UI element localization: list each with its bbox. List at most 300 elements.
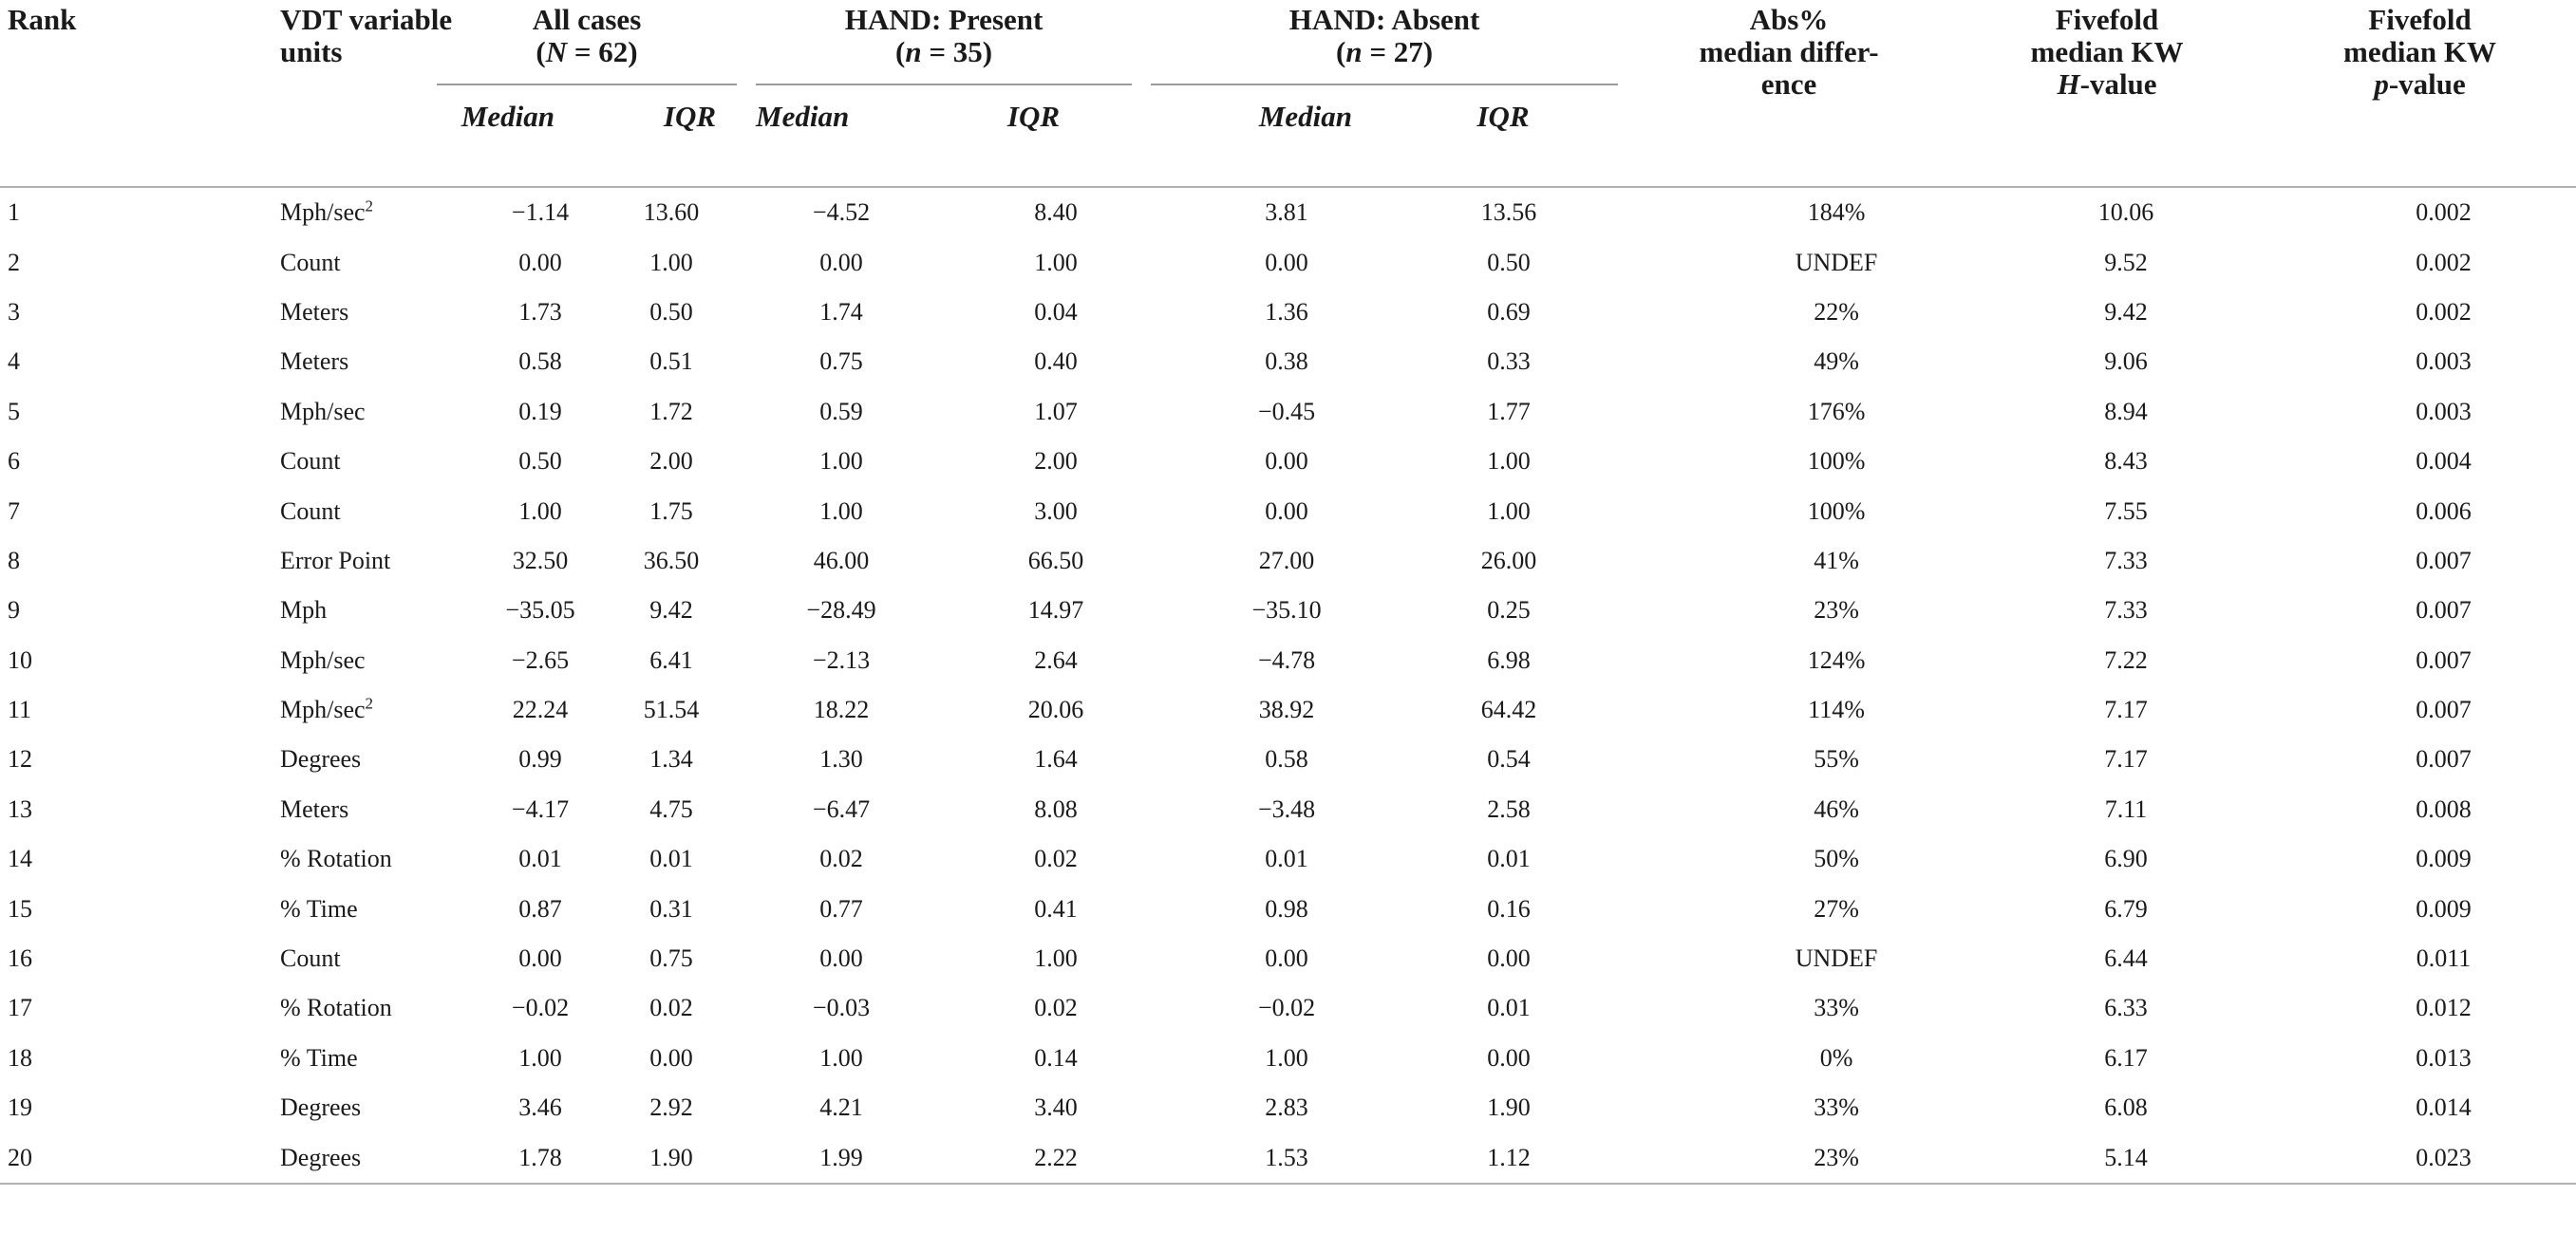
- header-abs-diff-line3: ence: [1760, 67, 1817, 101]
- cell-present-median-text: 0.77: [819, 894, 863, 923]
- cell-p-value: [2264, 187, 2576, 237]
- cell-h-value: [1950, 387, 2264, 437]
- cell-unit: [133, 785, 427, 834]
- cell-present-iqr: [936, 1132, 1141, 1182]
- cell-all-median: [427, 1034, 587, 1083]
- cell-absent-median: [1141, 983, 1379, 1033]
- header-p-value: [2264, 0, 2576, 101]
- cell-present-median: [746, 735, 936, 784]
- cell-absent-median: [1141, 685, 1379, 735]
- cell-unit-text: Mph/sec: [280, 696, 366, 724]
- header-absent-count: (n = 27): [1335, 35, 1434, 68]
- header-variable-line1: VDT variable: [280, 3, 453, 36]
- cell-unit: [133, 636, 427, 685]
- header-present-count: (n = 35): [894, 35, 993, 68]
- header-all-cases-count: (N = 62): [536, 35, 638, 68]
- cell-abs-diff-text: 46%: [1814, 794, 1859, 823]
- cell-absent-median-text: 0.98: [1265, 894, 1308, 923]
- cell-rank: [0, 1132, 133, 1182]
- cell-all-iqr-text: 0.51: [649, 347, 693, 376]
- cell-unit: [133, 685, 427, 735]
- cell-rank: [0, 288, 133, 337]
- cell-p-value: [2264, 1132, 2576, 1182]
- cell-rank-text: 11: [8, 696, 32, 724]
- cell-abs-diff-text: 55%: [1814, 745, 1859, 774]
- cell-p-value-text: 0.002: [2416, 297, 2472, 326]
- cell-unit: [133, 288, 427, 337]
- cell-rank-text: 19: [8, 1093, 32, 1122]
- cell-h-value: [1950, 1034, 2264, 1083]
- cell-rank: [0, 1083, 133, 1132]
- cell-absent-median: [1141, 1132, 1379, 1182]
- cell-h-value: [1950, 934, 2264, 983]
- cell-present-median-text: 1.00: [819, 447, 863, 476]
- cell-abs-diff: [1627, 437, 1950, 486]
- cell-absent-iqr: [1379, 884, 1627, 933]
- cell-all-median: [427, 884, 587, 933]
- cell-abs-diff: [1627, 983, 1950, 1033]
- cell-absent-median: [1141, 486, 1379, 535]
- cell-all-median-text: −35.05: [505, 596, 575, 625]
- cell-abs-diff-text: 49%: [1814, 347, 1859, 376]
- cell-all-median-text: 32.50: [512, 546, 569, 574]
- present-rule: [756, 84, 1132, 85]
- cell-p-value: [2264, 735, 2576, 784]
- cell-h-value: [1950, 187, 2264, 237]
- cell-all-iqr: [587, 934, 746, 983]
- cell-absent-iqr-text: 0.00: [1487, 944, 1531, 973]
- cell-absent-iqr: [1379, 237, 1627, 287]
- cell-absent-iqr: [1379, 1034, 1627, 1083]
- cell-present-iqr: [936, 288, 1141, 337]
- cell-absent-iqr-text: 0.01: [1487, 845, 1531, 873]
- cell-abs-diff-text: 50%: [1814, 845, 1859, 873]
- cell-abs-diff-text: 176%: [1807, 397, 1866, 425]
- cell-unit: [133, 834, 427, 884]
- cell-all-iqr: [587, 1083, 746, 1132]
- cell-all-iqr: [587, 884, 746, 933]
- cell-present-median-text: 1.99: [819, 1143, 863, 1171]
- cell-present-iqr-text: 0.41: [1034, 894, 1078, 923]
- cell-h-value: [1950, 486, 2264, 535]
- cell-all-iqr-text: 6.41: [649, 645, 693, 674]
- cell-absent-iqr: [1379, 636, 1627, 685]
- table-row: [0, 486, 2576, 535]
- cell-unit-text: Count: [280, 496, 341, 525]
- cell-h-value: [1950, 1132, 2264, 1182]
- cell-h-value-text: 7.55: [2104, 496, 2148, 525]
- cell-present-iqr: [936, 1034, 1141, 1083]
- cell-abs-diff: [1627, 586, 1950, 635]
- header-h-value-line3: H-value: [2057, 67, 2157, 101]
- cell-rank: [0, 934, 133, 983]
- cell-abs-diff: [1627, 288, 1950, 337]
- cell-abs-diff-text: 23%: [1814, 596, 1859, 625]
- cell-all-median-text: 0.00: [518, 944, 562, 973]
- cell-rank-text: 10: [8, 645, 32, 674]
- cell-absent-iqr: [1379, 983, 1627, 1033]
- cell-present-iqr-text: 66.50: [1027, 546, 1084, 574]
- cell-present-iqr-text: 0.02: [1034, 994, 1078, 1022]
- cell-present-iqr-text: 8.08: [1034, 794, 1078, 823]
- cell-present-median: [746, 1083, 936, 1132]
- cell-present-iqr: [936, 735, 1141, 784]
- cell-p-value: [2264, 536, 2576, 586]
- cell-present-median: [746, 237, 936, 287]
- cell-p-value-text: 0.009: [2416, 845, 2472, 873]
- cell-absent-iqr-text: 1.00: [1487, 496, 1531, 525]
- cell-abs-diff-text: 184%: [1807, 198, 1866, 227]
- cell-present-median-text: 1.00: [819, 496, 863, 525]
- cell-absent-iqr-text: 0.69: [1487, 297, 1531, 326]
- cell-rank: [0, 536, 133, 586]
- cell-p-value-text: 0.012: [2416, 994, 2472, 1022]
- cell-abs-diff-text: 33%: [1814, 994, 1859, 1022]
- cell-absent-median-text: −0.45: [1257, 397, 1316, 425]
- cell-absent-median-text: 0.58: [1265, 745, 1308, 774]
- cell-rank: [0, 486, 133, 535]
- cell-all-iqr-text: 0.50: [649, 297, 693, 326]
- cell-p-value-text: 0.002: [2416, 198, 2472, 227]
- cell-all-iqr: [587, 486, 746, 535]
- cell-h-value-text: 7.22: [2104, 645, 2148, 674]
- cell-absent-median-text: 0.01: [1265, 845, 1308, 873]
- cell-present-iqr-text: 14.97: [1027, 596, 1084, 625]
- cell-p-value-text: 0.007: [2416, 696, 2472, 724]
- cell-rank: [0, 785, 133, 834]
- cell-absent-median: [1141, 187, 1379, 237]
- cell-rank-text: 6: [8, 447, 20, 476]
- cell-abs-diff: [1627, 536, 1950, 586]
- cell-present-median-text: 18.22: [813, 696, 870, 724]
- cell-present-iqr: [936, 785, 1141, 834]
- cell-all-median: [427, 237, 587, 287]
- cell-present-iqr-text: 20.06: [1027, 696, 1084, 724]
- cell-p-value-text: 0.007: [2416, 546, 2472, 574]
- cell-h-value: [1950, 1083, 2264, 1132]
- cell-all-median-text: 0.58: [518, 347, 562, 376]
- cell-all-median: [427, 1083, 587, 1132]
- cell-abs-diff-text: 100%: [1807, 496, 1866, 525]
- cell-all-iqr: [587, 586, 746, 635]
- cell-unit: [133, 1132, 427, 1182]
- cell-unit-text: Count: [280, 248, 341, 276]
- cell-all-median: [427, 288, 587, 337]
- cell-abs-diff-text: 27%: [1814, 894, 1859, 923]
- cell-all-median-text: 1.73: [518, 297, 562, 326]
- cell-present-median-text: 4.21: [819, 1093, 863, 1122]
- cell-p-value: [2264, 983, 2576, 1033]
- cell-absent-iqr-text: 0.50: [1487, 248, 1531, 276]
- cell-abs-diff-text: UNDEF: [1795, 944, 1878, 973]
- cell-present-iqr-text: 1.00: [1034, 248, 1078, 276]
- cell-abs-diff: [1627, 934, 1950, 983]
- cell-all-median: [427, 536, 587, 586]
- cell-p-value: [2264, 884, 2576, 933]
- cell-rank-text: 20: [8, 1143, 32, 1171]
- cell-p-value: [2264, 934, 2576, 983]
- cell-abs-diff: [1627, 735, 1950, 784]
- cell-unit-text: Mph: [280, 596, 328, 625]
- cell-p-value-text: 0.002: [2416, 248, 2472, 276]
- cell-rank-text: 15: [8, 894, 32, 923]
- cell-all-median-text: 22.24: [512, 696, 569, 724]
- cell-absent-median-text: 1.53: [1265, 1143, 1308, 1171]
- cell-unit-text: Degrees: [280, 745, 362, 774]
- cell-all-iqr: [587, 834, 746, 884]
- cell-absent-iqr-text: 0.25: [1487, 596, 1531, 625]
- table-row: [0, 636, 2576, 685]
- cell-h-value: [1950, 536, 2264, 586]
- cell-all-iqr-text: 0.01: [649, 845, 693, 873]
- cell-p-value: [2264, 337, 2576, 386]
- cell-present-iqr-text: 0.02: [1034, 845, 1078, 873]
- cell-absent-median-text: 1.00: [1265, 1043, 1308, 1072]
- cell-h-value: [1950, 983, 2264, 1033]
- cell-present-median-text: 46.00: [813, 546, 870, 574]
- cell-p-value-text: 0.013: [2416, 1043, 2472, 1072]
- cell-unit-text: % Rotation: [280, 845, 392, 873]
- cell-h-value-text: 6.17: [2104, 1043, 2148, 1072]
- cell-present-iqr-text: 0.04: [1034, 297, 1078, 326]
- cell-abs-diff-text: 41%: [1814, 546, 1859, 574]
- cell-present-median: [746, 884, 936, 933]
- cell-absent-median-text: 27.00: [1258, 546, 1315, 574]
- cell-absent-iqr-text: 1.00: [1487, 447, 1531, 476]
- header-rank-label: Rank: [8, 3, 77, 36]
- cell-p-value-text: 0.006: [2416, 496, 2472, 525]
- cell-all-median-text: 1.00: [518, 1043, 562, 1072]
- cell-p-value: [2264, 586, 2576, 635]
- cell-unit-text: Error Point: [280, 546, 391, 574]
- cell-p-value: [2264, 834, 2576, 884]
- cell-unit: [133, 187, 427, 237]
- cell-absent-median: [1141, 337, 1379, 386]
- cell-present-median-text: 0.00: [819, 944, 863, 973]
- cell-present-iqr-text: 2.22: [1034, 1143, 1078, 1171]
- cell-present-median: [746, 785, 936, 834]
- cell-present-iqr: [936, 834, 1141, 884]
- cell-all-median-text: 3.46: [518, 1093, 562, 1122]
- cell-all-iqr-text: 1.72: [649, 397, 693, 425]
- cell-present-median: [746, 437, 936, 486]
- cell-present-median: [746, 288, 936, 337]
- cell-p-value: [2264, 636, 2576, 685]
- cell-absent-median: [1141, 288, 1379, 337]
- cell-h-value-text: 9.06: [2104, 347, 2148, 376]
- cell-present-iqr-text: 3.40: [1034, 1093, 1078, 1122]
- unit-exponent: 2: [365, 196, 374, 215]
- cell-all-median-text: −0.02: [511, 994, 570, 1022]
- cell-present-iqr: [936, 337, 1141, 386]
- header-all-cases: [427, 0, 746, 101]
- cell-all-iqr-text: 4.75: [649, 794, 693, 823]
- cell-absent-median: [1141, 437, 1379, 486]
- cell-absent-median: [1141, 636, 1379, 685]
- cell-abs-diff-text: UNDEF: [1795, 248, 1878, 276]
- cell-p-value-text: 0.003: [2416, 397, 2472, 425]
- cell-all-iqr: [587, 735, 746, 784]
- cell-all-iqr: [587, 536, 746, 586]
- cell-all-median-text: 0.00: [518, 248, 562, 276]
- subheader-present-iqr: IQR: [1006, 100, 1061, 133]
- table-row: [0, 1083, 2576, 1132]
- cell-absent-iqr-text: 1.12: [1487, 1143, 1531, 1171]
- cell-all-iqr: [587, 237, 746, 287]
- header-abs-diff: [1627, 0, 1950, 101]
- cell-absent-iqr: [1379, 486, 1627, 535]
- cell-all-iqr-text: 1.34: [649, 745, 693, 774]
- cell-absent-median: [1141, 586, 1379, 635]
- cell-h-value-text: 7.33: [2104, 546, 2148, 574]
- cell-present-iqr: [936, 636, 1141, 685]
- cell-absent-median: [1141, 1083, 1379, 1132]
- cell-all-iqr-text: 0.31: [649, 894, 693, 923]
- table-body: [0, 187, 2576, 1183]
- cell-absent-iqr: [1379, 685, 1627, 735]
- cell-unit-text: % Time: [280, 894, 358, 923]
- cell-abs-diff: [1627, 636, 1950, 685]
- header-abs-diff-line1: Abs%: [1749, 3, 1829, 36]
- table-row: [0, 834, 2576, 884]
- table-row: [0, 884, 2576, 933]
- cell-absent-median-text: 0.00: [1265, 447, 1308, 476]
- cell-absent-iqr: [1379, 1132, 1627, 1182]
- cell-all-iqr: [587, 636, 746, 685]
- cell-present-iqr: [936, 934, 1141, 983]
- cell-abs-diff: [1627, 1034, 1950, 1083]
- cell-p-value-text: 0.003: [2416, 347, 2472, 376]
- table-row: [0, 337, 2576, 386]
- cell-abs-diff-text: 124%: [1807, 645, 1866, 674]
- subheader-present-median: Median: [756, 100, 850, 133]
- cell-abs-diff: [1627, 685, 1950, 735]
- cell-absent-iqr: [1379, 536, 1627, 586]
- cell-absent-iqr-text: 26.00: [1480, 546, 1537, 574]
- cell-rank: [0, 884, 133, 933]
- cell-all-median: [427, 735, 587, 784]
- cell-present-median: [746, 685, 936, 735]
- cell-present-iqr: [936, 387, 1141, 437]
- cell-present-median-text: −6.47: [812, 794, 871, 823]
- cell-all-iqr: [587, 983, 746, 1033]
- cell-all-median: [427, 187, 587, 237]
- cell-all-median-text: −4.17: [511, 794, 570, 823]
- cell-rank: [0, 237, 133, 287]
- header-variable-line2: units: [280, 35, 343, 68]
- cell-rank-text: 9: [8, 596, 20, 625]
- cell-p-value: [2264, 437, 2576, 486]
- cell-all-iqr-text: 1.75: [649, 496, 693, 525]
- cell-absent-median: [1141, 934, 1379, 983]
- cell-unit: [133, 536, 427, 586]
- cell-absent-median: [1141, 1034, 1379, 1083]
- cell-h-value: [1950, 636, 2264, 685]
- cell-rank-text: 3: [8, 297, 20, 326]
- cell-h-value: [1950, 834, 2264, 884]
- cell-abs-diff: [1627, 187, 1950, 237]
- cell-present-median: [746, 983, 936, 1033]
- cell-unit: [133, 1083, 427, 1132]
- cell-p-value-text: 0.007: [2416, 596, 2472, 625]
- header-rank: [0, 0, 133, 101]
- cell-rank: [0, 437, 133, 486]
- cell-absent-iqr: [1379, 934, 1627, 983]
- cell-all-iqr: [587, 337, 746, 386]
- cell-rank: [0, 1034, 133, 1083]
- cell-p-value: [2264, 486, 2576, 535]
- cell-abs-diff: [1627, 337, 1950, 386]
- cell-all-median-text: 0.50: [518, 447, 562, 476]
- cell-absent-median-text: 3.81: [1265, 198, 1308, 227]
- cell-h-value-text: 5.14: [2104, 1143, 2148, 1171]
- absent-rule: [1151, 84, 1618, 85]
- cell-absent-median: [1141, 735, 1379, 784]
- cell-unit: [133, 337, 427, 386]
- cell-rank-text: 13: [8, 794, 32, 823]
- cell-absent-median: [1141, 237, 1379, 287]
- cell-all-iqr: [587, 387, 746, 437]
- cell-p-value-text: 0.023: [2416, 1143, 2472, 1171]
- header-all-cases-title: All cases: [532, 3, 642, 36]
- cell-present-median-text: 0.00: [819, 248, 863, 276]
- cell-all-median: [427, 785, 587, 834]
- cell-rank-text: 1: [8, 198, 20, 227]
- cell-abs-diff: [1627, 237, 1950, 287]
- cell-h-value: [1950, 337, 2264, 386]
- cell-p-value-text: 0.004: [2416, 447, 2472, 476]
- cell-present-iqr: [936, 586, 1141, 635]
- cell-rank-text: 16: [8, 944, 32, 973]
- table-row: [0, 983, 2576, 1033]
- cell-absent-iqr-text: 0.00: [1487, 1043, 1531, 1072]
- table-row: [0, 536, 2576, 586]
- table-row: [0, 735, 2576, 784]
- cell-h-value: [1950, 586, 2264, 635]
- cell-all-median-text: 0.01: [518, 845, 562, 873]
- cell-p-value-text: 0.011: [2416, 944, 2472, 973]
- cell-all-median: [427, 437, 587, 486]
- cell-h-value: [1950, 437, 2264, 486]
- cell-all-iqr-text: 13.60: [643, 198, 700, 227]
- cell-absent-iqr: [1379, 187, 1627, 237]
- cell-present-median-text: −2.13: [812, 645, 871, 674]
- cell-absent-median: [1141, 884, 1379, 933]
- cell-h-value-text: 9.42: [2104, 297, 2148, 326]
- cell-absent-median-text: −0.02: [1257, 994, 1316, 1022]
- cell-all-median: [427, 387, 587, 437]
- cell-present-median: [746, 834, 936, 884]
- cell-rank: [0, 636, 133, 685]
- cell-all-median: [427, 685, 587, 735]
- cell-unit: [133, 237, 427, 287]
- cell-p-value: [2264, 785, 2576, 834]
- cell-absent-median-text: 2.83: [1265, 1093, 1308, 1122]
- cell-all-iqr-text: 2.92: [649, 1093, 693, 1122]
- table-row: [0, 1034, 2576, 1083]
- cell-rank-text: 12: [8, 745, 32, 774]
- unit-exponent: 2: [365, 694, 374, 713]
- cell-all-median-text: 0.87: [518, 894, 562, 923]
- cell-abs-diff: [1627, 1083, 1950, 1132]
- cell-absent-iqr: [1379, 337, 1627, 386]
- cell-unit-text: % Time: [280, 1043, 358, 1072]
- cell-present-median-text: −4.52: [812, 198, 871, 227]
- cell-all-median-text: 1.78: [518, 1143, 562, 1171]
- cell-all-median: [427, 983, 587, 1033]
- cell-present-iqr-text: 2.64: [1034, 645, 1078, 674]
- cell-absent-iqr-text: 64.42: [1480, 696, 1537, 724]
